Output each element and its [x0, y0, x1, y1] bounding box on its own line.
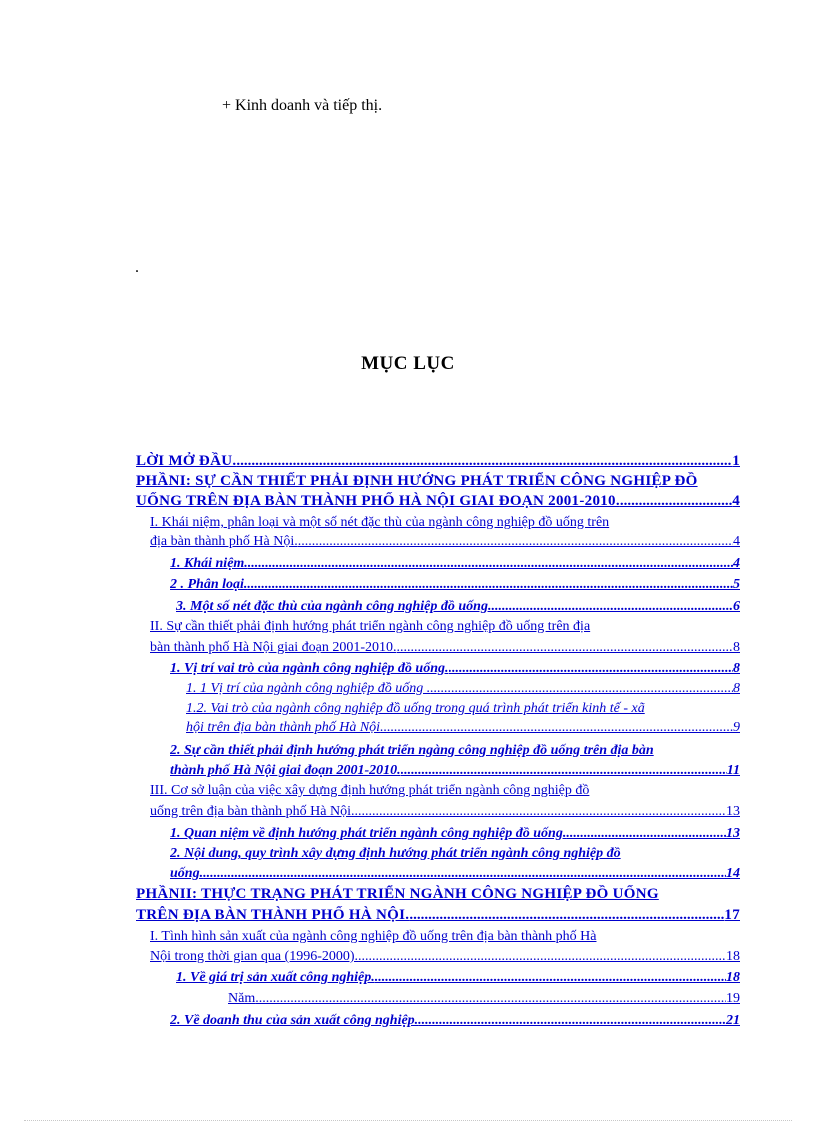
- toc-leader: [358, 948, 726, 966]
- toc-entry-text: 1. Vị trí vai trò của ngành công nghiệp đồ uống.: [170, 661, 449, 676]
- toc-page-number: 4: [732, 493, 740, 509]
- toc-page-number: 6: [733, 599, 740, 614]
- toc-entry-dac-thu[interactable]: [176, 598, 740, 616]
- toc-leader: [409, 906, 724, 924]
- toc-entry-text: UỐNG TRÊN ĐỊA BÀN THÀNH PHỐ HÀ NỘI GIAI ĐOẠN 2001-2010.: [136, 493, 620, 509]
- toc-leader: [298, 533, 733, 551]
- toc-entry-vi-tri-vai-tro[interactable]: [170, 660, 740, 678]
- toc-entry-text: 3. Một số nét đặc thù của ngành công nghiệp đồ uống: [176, 599, 488, 614]
- toc-entry-noi-dung-cont[interactable]: [170, 865, 740, 883]
- toc-entry-nam[interactable]: [152, 990, 740, 1008]
- toc-page-number: 14: [726, 866, 740, 881]
- toc-entry-vi-tri[interactable]: [186, 680, 740, 698]
- toc-entry-text: LỜI MỞ ĐẦU.: [136, 453, 237, 469]
- toc-entry-part-1-cont[interactable]: [136, 492, 740, 510]
- toc-page-number: 19: [726, 991, 740, 1006]
- toc-leader: [247, 576, 733, 594]
- toc-page-number: 1: [732, 453, 740, 469]
- toc-leader: [418, 1012, 726, 1030]
- toc-leader: [380, 719, 733, 737]
- toc-page-number: 4: [733, 556, 740, 571]
- toc-entry-section-2[interactable]: [150, 618, 740, 636]
- toc-leader: [351, 803, 726, 821]
- toc-entry-text: 1. 1 Vị trí của ngành công nghiệp đồ uống .: [186, 681, 431, 696]
- stray-dot: .: [135, 259, 139, 276]
- toc-entry-text: hội trên địa bàn thành phố Hà Nội: [186, 720, 381, 735]
- toc-entry-text: III. Cơ sở luận của việc xây dựng định hướng phát triển ngành công nghiệp đồ: [150, 783, 590, 798]
- toc-leader: [255, 990, 726, 1008]
- toc-entry-phan-loai[interactable]: [170, 576, 740, 594]
- toc-entry-section-3-cont[interactable]: [150, 803, 740, 821]
- toc-entry-vai-tro[interactable]: [186, 700, 740, 718]
- toc-entry-text: 1. Về giá trị sản xuất công nghiệp.: [176, 970, 375, 985]
- toc-entry-text: uống.: [170, 866, 204, 881]
- toc-entry-text: thành phố Hà Nội giai đoạn 2001-2010.: [170, 763, 401, 778]
- toc-page-number: 13: [726, 804, 740, 819]
- toc-page-number: 8: [733, 640, 740, 655]
- toc-entry-text: PHẦNI: SỰ CẦN THIẾT PHẢI ĐỊNH HƯỚNG PHÁT TRIỂN CÔNG NGHIỆP ĐỒ: [136, 473, 698, 489]
- toc-entry-text: I. Tình hình sản xuất của ngành công nghiệp đồ uống trên địa bàn thành phố Hà: [150, 929, 597, 944]
- toc-entry-text: 2. Nội dung, quy trình xây dựng định hướng phát triển ngành công nghiệp đồ: [170, 846, 621, 861]
- toc-leader: [488, 598, 733, 616]
- toc-entry-noi-dung[interactable]: [170, 845, 740, 863]
- page-bottom-divider: [24, 1120, 792, 1121]
- toc-entry-text: uống trên địa bàn thành phố Hà Nội: [150, 804, 352, 819]
- toc-entry-text: II. Sự cần thiết phải định hướng phát triển ngành công nghiệp đồ uống trên địa: [150, 619, 591, 634]
- body-text-line: + Kinh doanh và tiếp thị.: [222, 97, 383, 114]
- toc-entry-text: 1. Quan niệm về định hướng phát triển ngành công nghiệp đồ uống.: [170, 826, 567, 841]
- toc-entry-text: bàn thành phố Hà Nội giai đoạn 2001-2010.: [150, 640, 397, 655]
- toc-leader: [430, 680, 733, 698]
- toc-page-number: 18: [726, 970, 740, 985]
- toc-entry-text: TRÊN ĐỊA BÀN THÀNH PHỐ HÀ NỘI.: [136, 907, 410, 923]
- toc-entry-text: 2. Về doanh thu của sản xuất công nghiệp.: [170, 1013, 419, 1028]
- toc-entry-text: I. Khái niệm, phân loại và một số nét đặc thù của ngành công nghiệp đồ uống trên: [150, 515, 610, 530]
- toc-entry-tinh-hinh[interactable]: [150, 928, 740, 946]
- toc-page-number: 21: [726, 1013, 740, 1028]
- toc-entry-text: 2. Sự cần thiết phải định hướng phát triển ngàng công nghiệp đồ uống trên địa bàn: [170, 743, 654, 758]
- toc-leader: [397, 639, 733, 657]
- toc-page-number: 17: [724, 907, 740, 923]
- toc-entry-section-1-cont[interactable]: [150, 533, 740, 551]
- toc-page-number: 5: [733, 577, 740, 592]
- toc-entry-text: địa bàn thành phố Hà Nội.: [150, 534, 298, 549]
- toc-entry-text: Nội trong thời gian qua (1996-2000).: [150, 949, 359, 964]
- toc-entry-tinh-hinh-cont[interactable]: [150, 948, 740, 966]
- toc-page-number: 4: [733, 534, 740, 549]
- toc-entry-part-2-cont[interactable]: [136, 906, 740, 924]
- toc-entry-text: 1.2. Vai trò của ngành công nghiệp đồ uống trong quá trình phát triển kinh tế - xã: [186, 701, 645, 716]
- toc-entry-loi-mo-dau[interactable]: [136, 452, 740, 470]
- toc-page-number: 8: [733, 661, 740, 676]
- toc-entry-text: 1. Khái niệm.: [170, 556, 248, 571]
- toc-page-number: 11: [726, 763, 740, 778]
- toc-entry-doanh-thu[interactable]: [170, 1012, 740, 1030]
- toc-entry-quan-niem[interactable]: [170, 825, 740, 843]
- toc-entry-gia-tri[interactable]: [176, 969, 740, 987]
- toc-page-number: 8: [733, 681, 740, 696]
- toc-leader: [236, 452, 732, 470]
- toc-leader: [375, 969, 726, 987]
- toc-entry-section-2-cont[interactable]: [150, 639, 740, 657]
- toc-entry-khai-niem[interactable]: [170, 555, 740, 573]
- toc-page-number: 18: [726, 949, 740, 964]
- toc-entry-section-3[interactable]: [150, 782, 740, 800]
- toc-leader: [401, 762, 727, 780]
- toc-leader: [620, 492, 732, 510]
- toc-leader: [203, 865, 726, 883]
- toc-entry-su-can-thiet[interactable]: [170, 742, 740, 760]
- toc-leader: [566, 825, 726, 843]
- toc-leader: [248, 555, 733, 573]
- toc-entry-text: 2 . Phân loại.: [170, 577, 248, 592]
- toc-entry-text: Năm: [228, 991, 256, 1006]
- toc-entry-section-1[interactable]: [150, 514, 740, 532]
- toc-page-number: 13: [726, 826, 740, 841]
- page-title: MỤC LỤC: [361, 353, 455, 374]
- toc-entry-text: PHẦNII: THỰC TRẠNG PHÁT TRIỂN NGÀNH CÔNG NGHIỆP ĐỒ UỐNG: [136, 886, 659, 902]
- toc-entry-part-1[interactable]: [136, 472, 740, 490]
- toc-leader: [449, 660, 733, 678]
- toc-entry-su-can-thiet-cont[interactable]: [170, 762, 740, 780]
- toc-entry-vai-tro-cont[interactable]: [186, 719, 740, 737]
- toc-entry-part-2[interactable]: [136, 885, 740, 903]
- toc-page-number: 9: [733, 720, 740, 735]
